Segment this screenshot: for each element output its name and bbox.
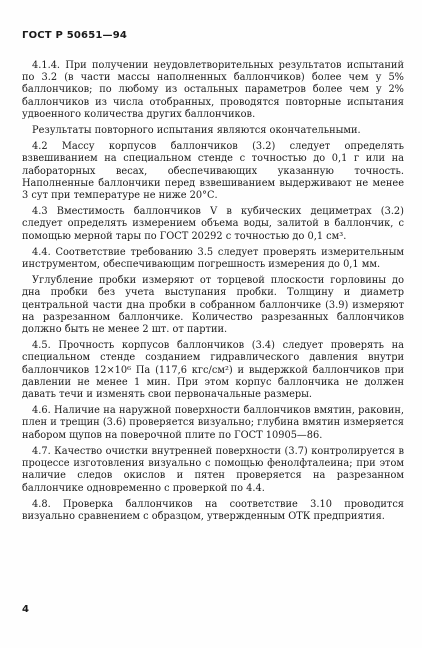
page-number: 4 (22, 604, 29, 615)
paragraph-4-1-4: 4.1.4. При получении неудовлетворительных результатов испытаний по 3.2 (в части массы наполненных баллончиков) более чем у 5% баллончиков; по любому из остальных параметров более чем у 2% баллончиков из числа отобранных, проводятся повторные испытания удвоенного количества других баллончиков. (22, 60, 404, 120)
paragraph-4-2: 4.2 Массу корпусов баллончиков (3.2) следует определять взвешиванием на специальном стенде с точностью до 0,1 г или на лабораторных весах, обеспечивающих указанную точность. Наполненные баллончики перед взвешиванием выдерживают не менее 3 сут при температуре не ниже 20°С. (22, 141, 404, 202)
paragraph-4-8: 4.8. Проверка баллончиков на соответствие 3.10 проводится визуально сравнением с образцом, утвержденным ОТК предприятия. (22, 498, 404, 522)
paragraph-4-7: 4.7. Качество очистки внутренней поверхности (3.7) контролируется в процессе изготовления визуально с помощью фенолфталеина; при этом наличие следов окислов и пятен проверяется на разрезанном баллончике одновременно с проверкой по 4.4. (22, 445, 404, 494)
paragraph-4-6: 4.6. Наличие на наружной поверхности баллончиков вмятин, раковин, плен и трещин (3.6) проверяется визуально; глубина вмятин измеряется набором щупов на поверочной плите по ГОСТ 10905—86. (22, 405, 404, 441)
paragraph-plug-depth: Углубление пробки измеряют от торцевой плоскости горловины до дна пробки без учета выступания пробки. Толщину и диаметр центральной части дна пробки в собранном баллончике (3.9) измеряют на разрезанном баллончике. Количество разрезанных баллончиков должно быть не менее 2 шт. от партии. (22, 275, 404, 336)
paragraph-4-5: 4.5. Прочность корпусов баллончиков (3.4) следует проверять на специальном стенде созданием гидравлического давления внутри баллончиков 12×10⁶ Па (117,6 кгс/см²) и выдержкой баллончиков при давлении не менее 1 мин. При этом корпус баллончика не должен давать течи и изменять свои первоначальные размеры. (22, 340, 404, 401)
paragraph-4-4: 4.4. Соответствие требованию 3.5 следует проверять измерительным инструментом, обеспечивающим погрешность измерения до 0,1 мм. (22, 246, 404, 271)
document-header: ГОСТ Р 50651—94 (22, 30, 128, 41)
paragraph-4-3: 4.3 Вместимость баллончиков V в кубических дециметрах (3.2) следует определять измерением объема воды, залитой в баллончик, с помощью мерной тары по ГОСТ 20292 с точностью до 0,1 см³. (22, 206, 404, 242)
document-body (22, 60, 404, 527)
paragraph-final-results: Результаты повторного испытания являются окончательными. (32, 125, 361, 137)
